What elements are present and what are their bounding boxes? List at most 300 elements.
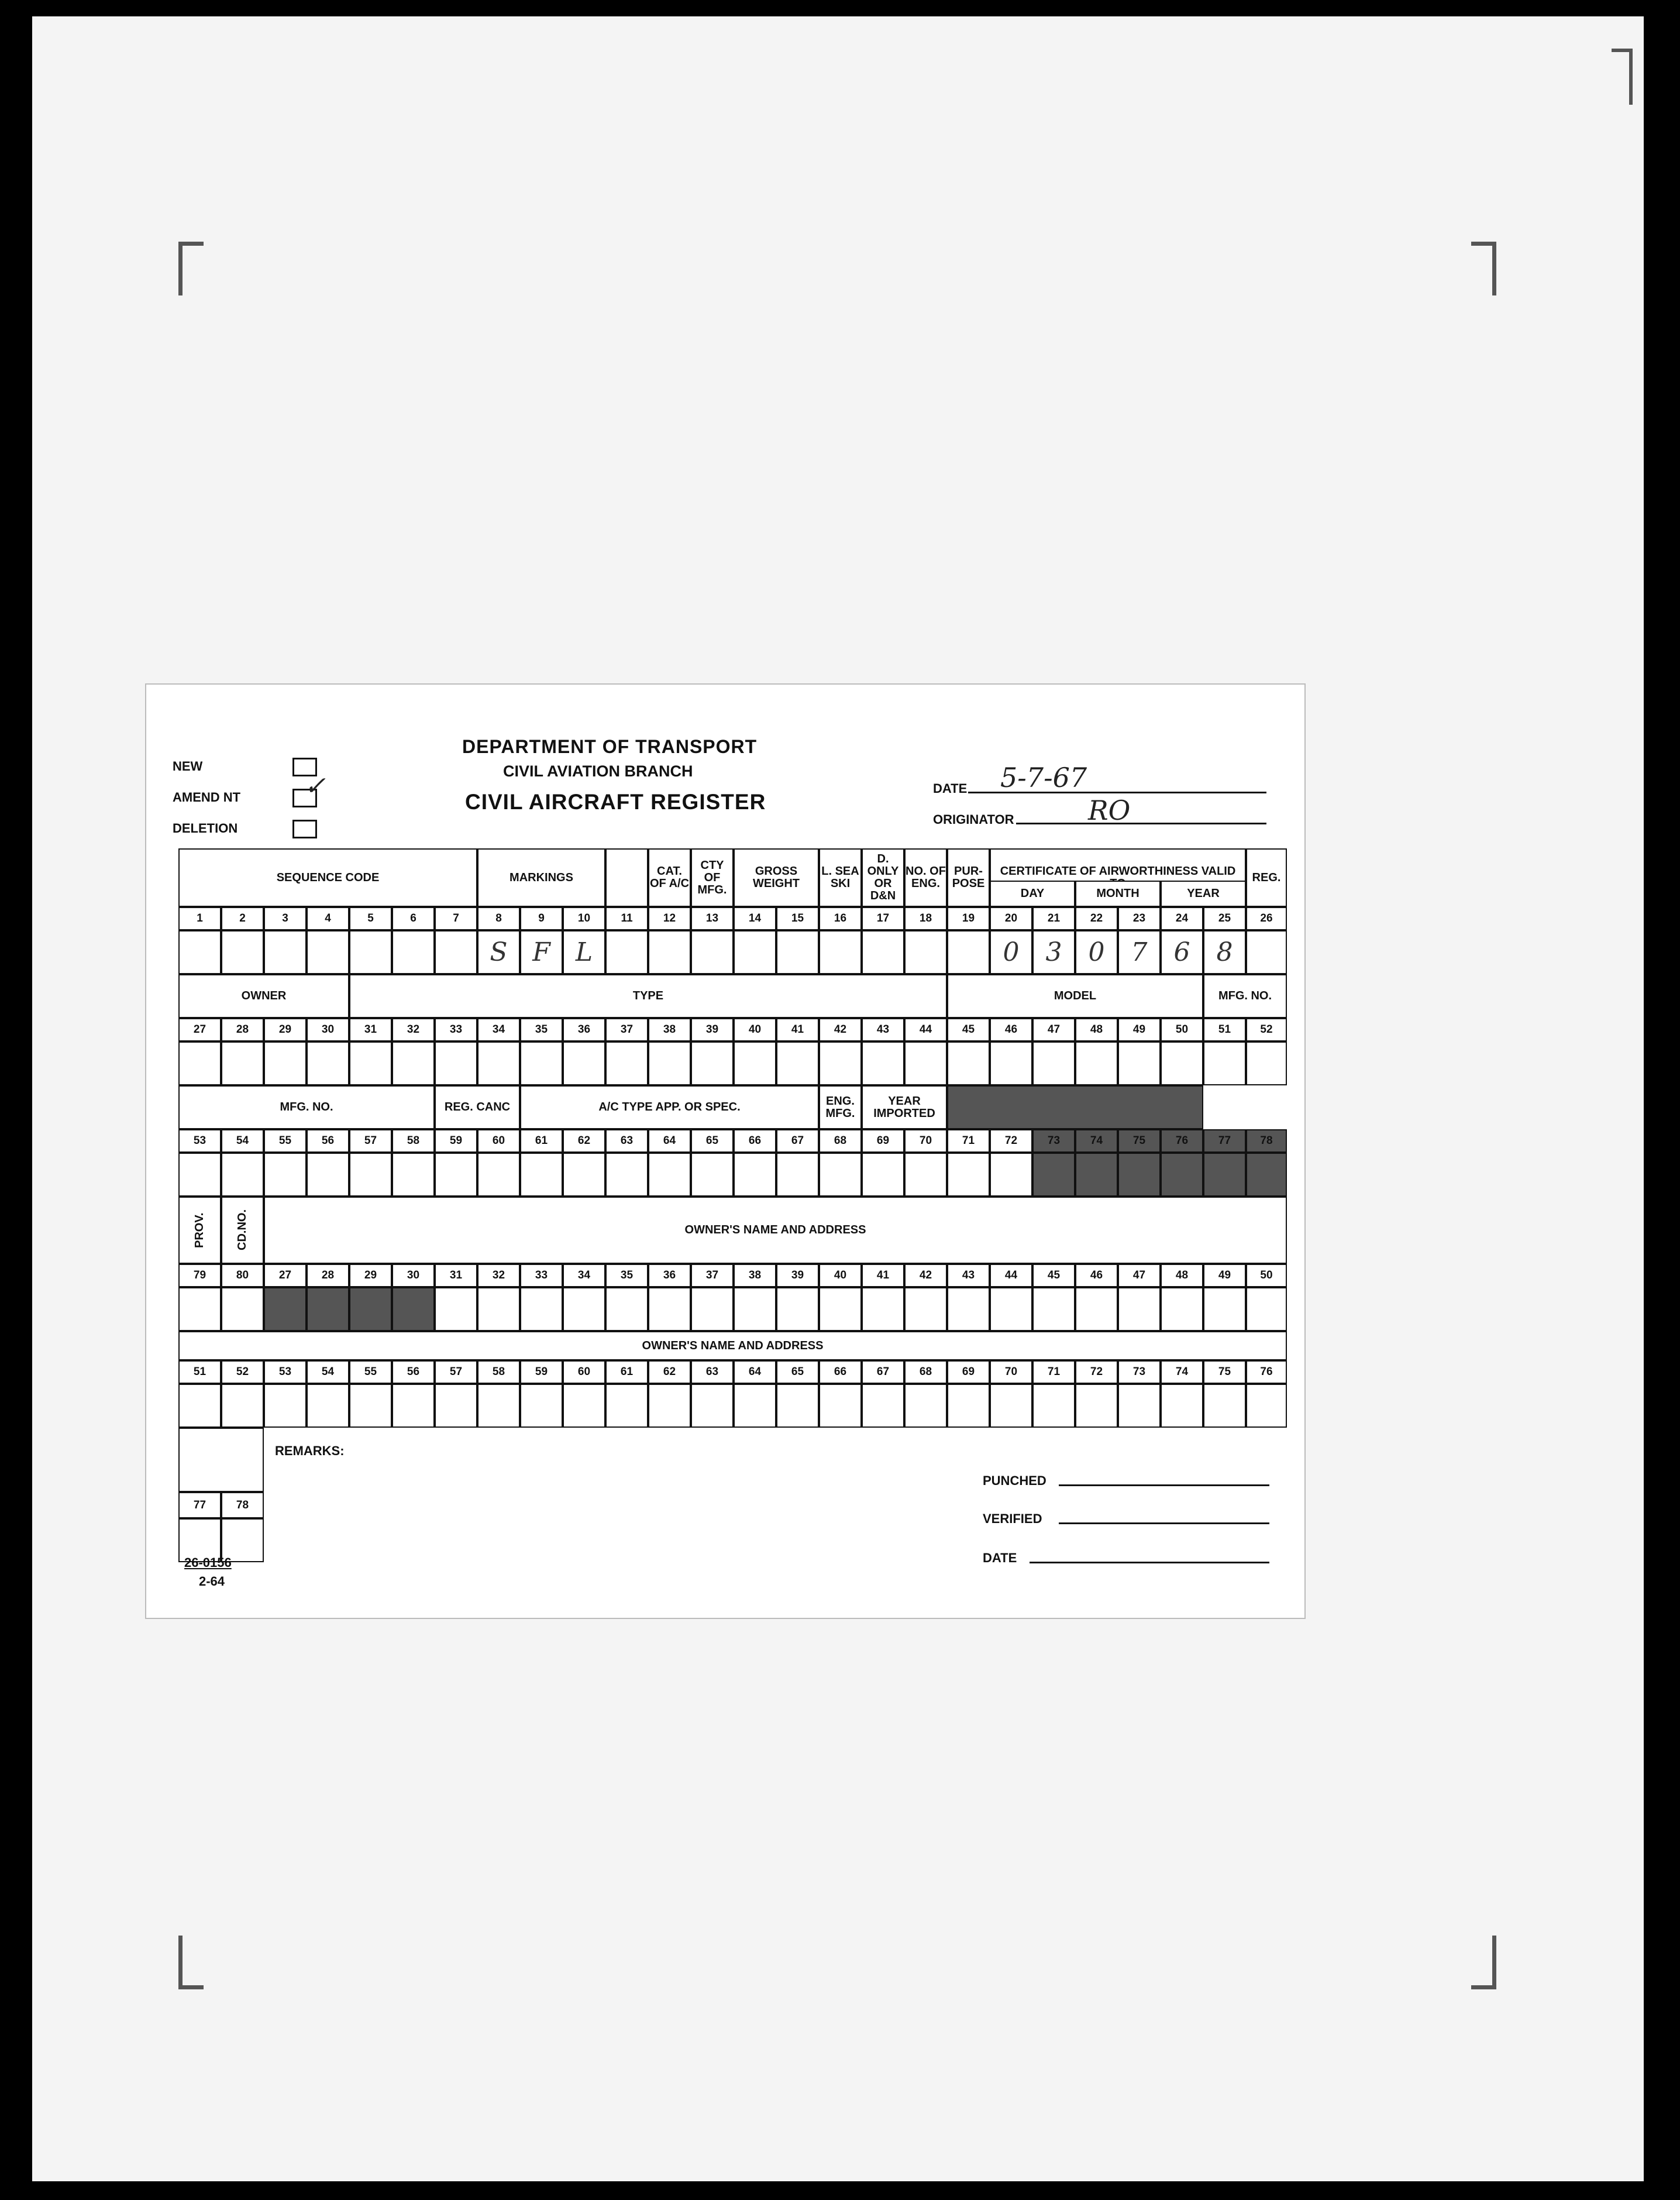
row2-header-0: OWNER — [178, 974, 349, 1018]
row2-number-9: 36 — [563, 1018, 605, 1041]
row4-entry-19[interactable] — [990, 1287, 1032, 1331]
row2-entry-20[interactable] — [1032, 1041, 1075, 1085]
row3-entry-14[interactable] — [776, 1153, 819, 1197]
row5-entry-5[interactable] — [392, 1384, 435, 1428]
row4-number-25: 50 — [1246, 1264, 1287, 1287]
row4-entry-4 — [349, 1287, 392, 1331]
row2-entry-5[interactable] — [392, 1041, 435, 1085]
form-number: 26-0156 — [184, 1555, 232, 1570]
row5-entry-4[interactable] — [349, 1384, 392, 1428]
row1-header-9: PUR- POSE — [947, 848, 990, 907]
row4-entry-2 — [264, 1287, 307, 1331]
row4-number-15: 40 — [819, 1264, 862, 1287]
row1-number-10: 11 — [605, 907, 648, 930]
row2-entry-7[interactable] — [477, 1041, 520, 1085]
branch-title: CIVIL AVIATION BRANCH — [503, 762, 693, 780]
row2-entry-19[interactable] — [990, 1041, 1032, 1085]
row3-number-1: 54 — [221, 1129, 264, 1153]
row3-entry-18[interactable] — [947, 1153, 990, 1197]
row4-number-18: 43 — [947, 1264, 990, 1287]
row1-entry-25[interactable] — [1246, 930, 1287, 974]
row2-number-25: 52 — [1246, 1018, 1287, 1041]
row1-header-0: SEQUENCE CODE — [178, 848, 477, 907]
row1-entry-8[interactable]: F — [520, 930, 563, 974]
row4-number-17: 42 — [904, 1264, 947, 1287]
row5-entry-8[interactable] — [520, 1384, 563, 1428]
row3-number-11: 64 — [648, 1129, 691, 1153]
row3-header-3: ENG. MFG. — [819, 1085, 862, 1129]
row5-entry-10[interactable] — [605, 1384, 648, 1428]
row2-number-13: 40 — [734, 1018, 776, 1041]
row5-entry-25[interactable] — [1246, 1384, 1287, 1428]
row5-entry-9[interactable] — [563, 1384, 605, 1428]
row3-entry-23 — [1161, 1153, 1203, 1197]
date2-label: DATE — [983, 1551, 1017, 1565]
row3-number-25: 78 — [1246, 1129, 1287, 1153]
row4-number-11: 36 — [648, 1264, 691, 1287]
remarks-label: REMARKS: — [275, 1443, 345, 1458]
row2-number-17: 44 — [904, 1018, 947, 1041]
row2-number-11: 38 — [648, 1018, 691, 1041]
row3-number-22: 75 — [1118, 1129, 1161, 1153]
row5-entry-12[interactable] — [691, 1384, 734, 1428]
row4-entry-3 — [307, 1287, 349, 1331]
row3-number-13: 66 — [734, 1129, 776, 1153]
row3-header-4: YEAR IMPORTED — [862, 1085, 947, 1129]
row2-entry-10[interactable] — [605, 1041, 648, 1085]
row2-number-20: 47 — [1032, 1018, 1075, 1041]
row5-number-22: 73 — [1118, 1360, 1161, 1384]
row1-entry-21[interactable]: 0 — [1075, 930, 1118, 974]
row1-entry-23[interactable]: 6 — [1161, 930, 1203, 974]
row5-number-0: 51 — [178, 1360, 221, 1384]
row3-number-9: 62 — [563, 1129, 605, 1153]
deletion-checkbox[interactable] — [292, 820, 317, 838]
row1-entry-10[interactable] — [605, 930, 648, 974]
row1-number-22: 23 — [1118, 907, 1161, 930]
cert-sub-0: DAY — [990, 881, 1075, 907]
row6-blank — [178, 1428, 264, 1492]
row3-entry-22 — [1118, 1153, 1161, 1197]
row1-entry-13[interactable] — [734, 930, 776, 974]
row6-number-0: 77 — [178, 1492, 221, 1518]
row2-number-22: 49 — [1118, 1018, 1161, 1041]
row1-header-7: D. ONLY OR D&N — [862, 848, 904, 907]
row1-header-11: REG. — [1246, 848, 1287, 907]
row2-number-2: 29 — [264, 1018, 307, 1041]
row5-number-2: 53 — [264, 1360, 307, 1384]
row5-entry-22[interactable] — [1118, 1384, 1161, 1428]
row4-entry-0[interactable] — [178, 1287, 221, 1331]
row2-entry-11[interactable] — [648, 1041, 691, 1085]
row2-number-8: 35 — [520, 1018, 563, 1041]
row2-entry-9[interactable] — [563, 1041, 605, 1085]
row5-number-18: 69 — [947, 1360, 990, 1384]
row1-entry-7[interactable]: S — [477, 930, 520, 974]
row1-number-9: 10 — [563, 907, 605, 930]
row2-entry-12[interactable] — [691, 1041, 734, 1085]
row3-number-5: 58 — [392, 1129, 435, 1153]
department-title: DEPARTMENT OF TRANSPORT — [462, 736, 758, 757]
row3-number-8: 61 — [520, 1129, 563, 1153]
row3-entry-12[interactable] — [691, 1153, 734, 1197]
row4-number-0: 79 — [178, 1264, 221, 1287]
corner-mark-top — [1612, 49, 1633, 105]
row3-entry-20 — [1032, 1153, 1075, 1197]
row3-number-15: 68 — [819, 1129, 862, 1153]
form-date: 2-64 — [199, 1574, 225, 1589]
row1-entry-19[interactable]: 0 — [990, 930, 1032, 974]
row4-entry-23[interactable] — [1161, 1287, 1203, 1331]
row1-entry-24[interactable]: 8 — [1203, 930, 1246, 974]
row1-header-5: GROSS WEIGHT — [734, 848, 819, 907]
row2-number-23: 50 — [1161, 1018, 1203, 1041]
row3-entry-15[interactable] — [819, 1153, 862, 1197]
row4-entry-7[interactable] — [477, 1287, 520, 1331]
row4-entry-11[interactable] — [648, 1287, 691, 1331]
row1-entry-11[interactable] — [648, 930, 691, 974]
row3-entry-17[interactable] — [904, 1153, 947, 1197]
date-label: DATE — [933, 781, 968, 796]
row2-entry-23[interactable] — [1161, 1041, 1203, 1085]
row1-entry-22[interactable]: 7 — [1118, 930, 1161, 974]
row2-entry-13[interactable] — [734, 1041, 776, 1085]
row3-entry-13[interactable] — [734, 1153, 776, 1197]
row1-entry-2[interactable] — [264, 930, 307, 974]
row1-number-7: 8 — [477, 907, 520, 930]
row1-number-20: 21 — [1032, 907, 1075, 930]
row2-number-1: 28 — [221, 1018, 264, 1041]
row5-number-10: 61 — [605, 1360, 648, 1384]
row1-number-11: 12 — [648, 907, 691, 930]
row1-number-13: 14 — [734, 907, 776, 930]
row3-number-20: 73 — [1032, 1129, 1075, 1153]
row4-number-10: 35 — [605, 1264, 648, 1287]
row1-header-8: NO. OF ENG. — [904, 848, 947, 907]
originator-label: ORIGINATOR — [933, 812, 1014, 827]
row3-number-4: 57 — [349, 1129, 392, 1153]
row1-entry-3[interactable] — [307, 930, 349, 974]
row2-number-12: 39 — [691, 1018, 734, 1041]
row5-entry-11[interactable] — [648, 1384, 691, 1428]
row4-entry-25[interactable] — [1246, 1287, 1287, 1331]
row3-number-24: 77 — [1203, 1129, 1246, 1153]
row3-entry-11[interactable] — [648, 1153, 691, 1197]
row4-entry-16[interactable] — [862, 1287, 904, 1331]
row2-number-4: 31 — [349, 1018, 392, 1041]
row3-number-7: 60 — [477, 1129, 520, 1153]
row3-entry-6[interactable] — [435, 1153, 477, 1197]
row1-entry-14[interactable] — [776, 930, 819, 974]
row3-entry-10[interactable] — [605, 1153, 648, 1197]
row1-number-6: 7 — [435, 907, 477, 930]
row1-number-19: 20 — [990, 907, 1032, 930]
row1-number-0: 1 — [178, 907, 221, 930]
row5-entry-18[interactable] — [947, 1384, 990, 1428]
row1-entry-16[interactable] — [862, 930, 904, 974]
row4-entry-17[interactable] — [904, 1287, 947, 1331]
row5-number-6: 57 — [435, 1360, 477, 1384]
row3-number-6: 59 — [435, 1129, 477, 1153]
row2-entry-2[interactable] — [264, 1041, 307, 1085]
row3-header-1: REG. CANC — [435, 1085, 520, 1129]
row1-entry-12[interactable] — [691, 930, 734, 974]
row2-entry-14[interactable] — [776, 1041, 819, 1085]
row4-number-4: 29 — [349, 1264, 392, 1287]
row3-number-3: 56 — [307, 1129, 349, 1153]
crop-mark-bottom-right — [1471, 1936, 1496, 1989]
row5-entry-24[interactable] — [1203, 1384, 1246, 1428]
row2-entry-3[interactable] — [307, 1041, 349, 1085]
row1-header-2 — [605, 848, 648, 907]
row1-number-15: 16 — [819, 907, 862, 930]
row5-entry-1[interactable] — [221, 1384, 264, 1428]
row4-entry-21[interactable] — [1075, 1287, 1118, 1331]
row1-header-3: CAT. OF A/C — [648, 848, 691, 907]
row2-header-1: TYPE — [349, 974, 947, 1018]
row3-entry-3[interactable] — [307, 1153, 349, 1197]
row3-number-19: 72 — [990, 1129, 1032, 1153]
row3-entry-25 — [1246, 1153, 1287, 1197]
verified-label: VERIFIED — [983, 1511, 1042, 1526]
punched-label: PUNCHED — [983, 1473, 1046, 1488]
row3-entry-4[interactable] — [349, 1153, 392, 1197]
row3-number-18: 71 — [947, 1129, 990, 1153]
row4-number-14: 39 — [776, 1264, 819, 1287]
row4-number-20: 45 — [1032, 1264, 1075, 1287]
row4-number-6: 31 — [435, 1264, 477, 1287]
row4-number-12: 37 — [691, 1264, 734, 1287]
row2-entry-21[interactable] — [1075, 1041, 1118, 1085]
row1-entry-4[interactable] — [349, 930, 392, 974]
row4-number-8: 33 — [520, 1264, 563, 1287]
row3-entry-2[interactable] — [264, 1153, 307, 1197]
row2-number-21: 48 — [1075, 1018, 1118, 1041]
row1-entry-17[interactable] — [904, 930, 947, 974]
row3-header-5 — [947, 1085, 1203, 1129]
row5-number-19: 70 — [990, 1360, 1032, 1384]
row1-entry-1[interactable] — [221, 930, 264, 974]
row5-number-16: 67 — [862, 1360, 904, 1384]
row3-number-12: 65 — [691, 1129, 734, 1153]
row2-number-10: 37 — [605, 1018, 648, 1041]
row2-entry-24[interactable] — [1203, 1041, 1246, 1085]
row2-entry-17[interactable] — [904, 1041, 947, 1085]
row3-number-2: 55 — [264, 1129, 307, 1153]
row5-number-15: 66 — [819, 1360, 862, 1384]
row5-number-12: 63 — [691, 1360, 734, 1384]
row5-entry-0[interactable] — [178, 1384, 221, 1428]
row5-entry-20[interactable] — [1032, 1384, 1075, 1428]
row4-number-23: 48 — [1161, 1264, 1203, 1287]
row2-entry-15[interactable] — [819, 1041, 862, 1085]
row5-number-13: 64 — [734, 1360, 776, 1384]
row5-entry-6[interactable] — [435, 1384, 477, 1428]
row1-header-1: MARKINGS — [477, 848, 605, 907]
row2-number-3: 30 — [307, 1018, 349, 1041]
row1-number-4: 5 — [349, 907, 392, 930]
row2-entry-1[interactable] — [221, 1041, 264, 1085]
row1-number-18: 19 — [947, 907, 990, 930]
row4-entry-10[interactable] — [605, 1287, 648, 1331]
row2-number-6: 33 — [435, 1018, 477, 1041]
cert-sub-1: MONTH — [1075, 881, 1161, 907]
row6-number-1: 78 — [221, 1492, 264, 1518]
row1-number-17: 18 — [904, 907, 947, 930]
row1-number-25: 26 — [1246, 907, 1287, 930]
row3-entry-5[interactable] — [392, 1153, 435, 1197]
row4-entry-15[interactable] — [819, 1287, 862, 1331]
row5-entry-16[interactable] — [862, 1384, 904, 1428]
row5-header: OWNER'S NAME AND ADDRESS — [178, 1331, 1287, 1360]
row5-number-4: 55 — [349, 1360, 392, 1384]
crop-mark-bottom-left — [178, 1936, 204, 1989]
row4-number-21: 46 — [1075, 1264, 1118, 1287]
row2-number-14: 41 — [776, 1018, 819, 1041]
row5-number-9: 60 — [563, 1360, 605, 1384]
row1-entry-15[interactable] — [819, 930, 862, 974]
row3-entry-21 — [1075, 1153, 1118, 1197]
row2-number-0: 27 — [178, 1018, 221, 1041]
row5-entry-21[interactable] — [1075, 1384, 1118, 1428]
row5-entry-17[interactable] — [904, 1384, 947, 1428]
row3-number-17: 70 — [904, 1129, 947, 1153]
row1-number-5: 6 — [392, 907, 435, 930]
row3-header-0: MFG. NO. — [178, 1085, 435, 1129]
row5-number-25: 76 — [1246, 1360, 1287, 1384]
row4-number-9: 34 — [563, 1264, 605, 1287]
row4-number-5: 30 — [392, 1264, 435, 1287]
row2-entry-8[interactable] — [520, 1041, 563, 1085]
row4-entry-8[interactable] — [520, 1287, 563, 1331]
row5-number-24: 75 — [1203, 1360, 1246, 1384]
row4-number-16: 41 — [862, 1264, 904, 1287]
row1-entry-6[interactable] — [435, 930, 477, 974]
row3-entry-1[interactable] — [221, 1153, 264, 1197]
row5-number-17: 68 — [904, 1360, 947, 1384]
row5-entry-19[interactable] — [990, 1384, 1032, 1428]
row4-entry-13[interactable] — [734, 1287, 776, 1331]
row3-entry-16[interactable] — [862, 1153, 904, 1197]
row3-number-16: 69 — [862, 1129, 904, 1153]
originator-value: RO — [1088, 795, 1131, 826]
row1-entry-9[interactable]: L — [563, 930, 605, 974]
row1-header-6: L. SEA SKI — [819, 848, 862, 907]
row2-entry-0[interactable] — [178, 1041, 221, 1085]
row1-number-23: 24 — [1161, 907, 1203, 930]
row5-entry-13[interactable] — [734, 1384, 776, 1428]
row4-entry-18[interactable] — [947, 1287, 990, 1331]
row3-entry-0[interactable] — [178, 1153, 221, 1197]
row5-entry-14[interactable] — [776, 1384, 819, 1428]
row5-entry-15[interactable] — [819, 1384, 862, 1428]
row3-entry-24 — [1203, 1153, 1246, 1197]
row2-entry-18[interactable] — [947, 1041, 990, 1085]
row3-entry-7[interactable] — [477, 1153, 520, 1197]
new-label: NEW — [173, 759, 203, 774]
row4-entry-20[interactable] — [1032, 1287, 1075, 1331]
cd-header: CD.NO. — [221, 1197, 264, 1264]
row3-entry-9[interactable] — [563, 1153, 605, 1197]
amendment-checkmark-icon: ✓ — [304, 771, 326, 801]
row5-number-3: 54 — [307, 1360, 349, 1384]
row5-number-8: 59 — [520, 1360, 563, 1384]
row5-entry-3[interactable] — [307, 1384, 349, 1428]
register-card — [146, 685, 1304, 1618]
row2-number-16: 43 — [862, 1018, 904, 1041]
register-title: CIVIL AIRCRAFT REGISTER — [465, 790, 766, 814]
row5-number-11: 62 — [648, 1360, 691, 1384]
row4-entry-1[interactable] — [221, 1287, 264, 1331]
row1-header-10: CERTIFICATE OF AIRWORTHINESS VALID — [990, 848, 1246, 907]
cert-sub-2: YEAR — [1161, 881, 1246, 907]
row5-number-7: 58 — [477, 1360, 520, 1384]
row4-number-1: 80 — [221, 1264, 264, 1287]
row1-entry-5[interactable] — [392, 930, 435, 974]
row3-number-21: 74 — [1075, 1129, 1118, 1153]
row4-entry-14[interactable] — [776, 1287, 819, 1331]
row2-entry-16[interactable] — [862, 1041, 904, 1085]
row4-number-2: 27 — [264, 1264, 307, 1287]
row1-header-4: CTY OF MFG. — [691, 848, 734, 907]
row3-entry-19[interactable] — [990, 1153, 1032, 1197]
date-value: 5-7-67 — [1000, 762, 1087, 793]
row4-entry-24[interactable] — [1203, 1287, 1246, 1331]
crop-mark-top-right — [1471, 242, 1496, 295]
row2-entry-22[interactable] — [1118, 1041, 1161, 1085]
row4-entry-12[interactable] — [691, 1287, 734, 1331]
row2-header-3: MFG. NO. — [1203, 974, 1287, 1018]
row4-header: OWNER'S NAME AND ADDRESS — [264, 1197, 1287, 1264]
row1-number-3: 4 — [307, 907, 349, 930]
row5-entry-7[interactable] — [477, 1384, 520, 1428]
row4-entry-9[interactable] — [563, 1287, 605, 1331]
row2-number-15: 42 — [819, 1018, 862, 1041]
row1-entry-18[interactable] — [947, 930, 990, 974]
deletion-label: DELETION — [173, 821, 238, 836]
row4-number-3: 28 — [307, 1264, 349, 1287]
row2-number-19: 46 — [990, 1018, 1032, 1041]
row1-number-16: 17 — [862, 907, 904, 930]
row1-number-12: 13 — [691, 907, 734, 930]
row5-number-23: 74 — [1161, 1360, 1203, 1384]
row2-entry-6[interactable] — [435, 1041, 477, 1085]
amendment-label: AMEND NT — [173, 790, 241, 805]
row2-entry-4[interactable] — [349, 1041, 392, 1085]
row3-number-23: 76 — [1161, 1129, 1203, 1153]
row4-entry-6[interactable] — [435, 1287, 477, 1331]
row4-number-13: 38 — [734, 1264, 776, 1287]
prov-header: PROV. — [178, 1197, 221, 1264]
row2-number-18: 45 — [947, 1018, 990, 1041]
row5-entry-2[interactable] — [264, 1384, 307, 1428]
row2-entry-25[interactable] — [1246, 1041, 1287, 1085]
row5-number-5: 56 — [392, 1360, 435, 1384]
row4-entry-22[interactable] — [1118, 1287, 1161, 1331]
row1-entry-0[interactable] — [178, 930, 221, 974]
row5-number-14: 65 — [776, 1360, 819, 1384]
row4-number-24: 49 — [1203, 1264, 1246, 1287]
row1-entry-20[interactable]: 3 — [1032, 930, 1075, 974]
row3-header-2: A/C TYPE APP. OR SPEC. — [520, 1085, 819, 1129]
row3-number-14: 67 — [776, 1129, 819, 1153]
row5-entry-23[interactable] — [1161, 1384, 1203, 1428]
row1-number-21: 22 — [1075, 907, 1118, 930]
row3-entry-8[interactable] — [520, 1153, 563, 1197]
crop-mark-top-left — [178, 242, 204, 295]
row5-number-20: 71 — [1032, 1360, 1075, 1384]
row4-entry-5 — [392, 1287, 435, 1331]
